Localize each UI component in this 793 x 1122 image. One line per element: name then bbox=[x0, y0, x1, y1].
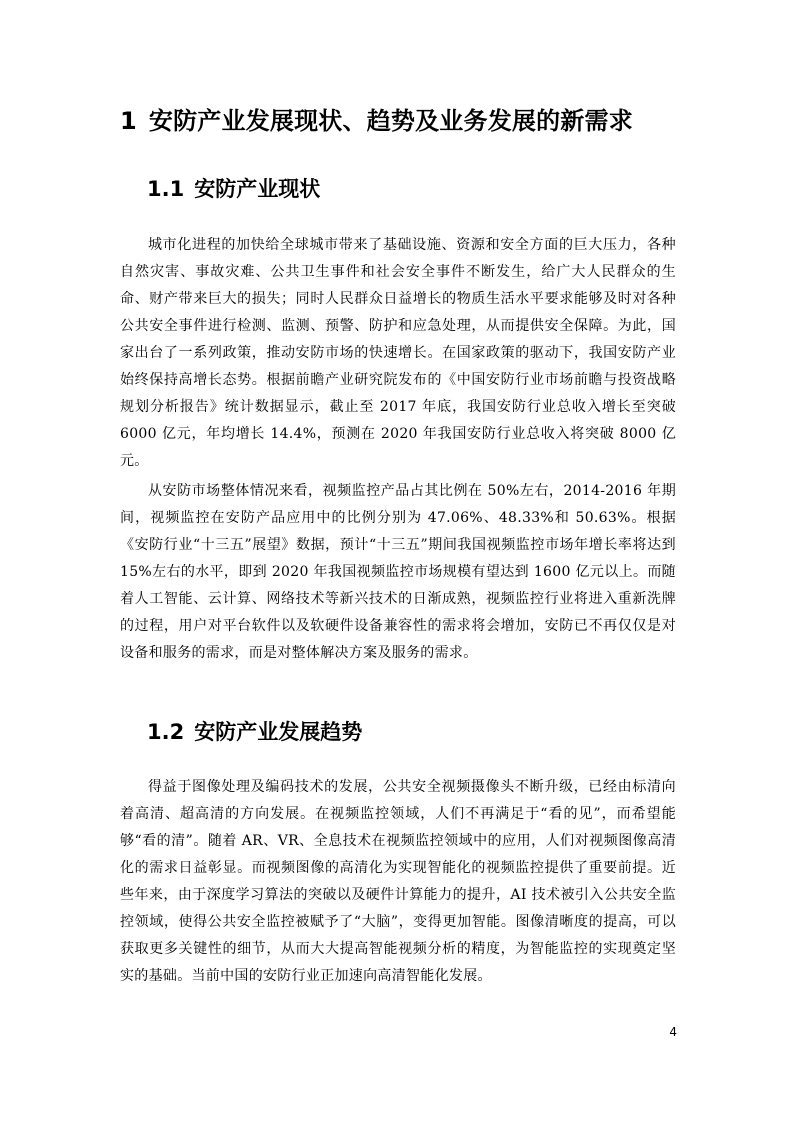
section-title: 安防产业现状 bbox=[194, 177, 321, 201]
section-heading-1-1 bbox=[147, 173, 320, 205]
section-number: 1.1 bbox=[147, 177, 185, 201]
chapter-number: 1 bbox=[120, 107, 137, 135]
body-paragraph: 城市化进程的加快给全球城市带来了基础设施、资源和安全方面的巨大压力，各种自然灾害、事故灾难、公共卫生事件和社会安全事件不断发生，给广大人民群众的生命、财产带来巨大的损失；同时人民群众日益增长的物质生活水平要求能够及时对各种公共安全事件进行检测、监测、预警、防护和应急处理，从而提供安全保障。为此，国家出台了一系列政策，推动安防市场的快速增长。在国家政策的驱动下，我国安防产业始终保持高增长态势。根据前瞻产业研究院发布的《中国安防行业市场前瞻与投资战略规划分析报告》统计数据显示，截止至 2017 年底，我国安防行业总收入增长至突破 6000 亿元，年均增长 14.4%，预测在 2020 年我国安防行业总收入将突破 8000 亿元。 bbox=[120, 237, 676, 469]
body-paragraph: 得益于图像处理及编码技术的发展，公共安全视频摄像头不断升级，已经由标清向着高清、超高清的方向发展。在视频监控领域，人们不再满足于“看的见”，而希望能够“看的清”。随着 AR、VR、全息技术在视频监控领域中的应用，人们对视频图像高清化的需求日益彰显。而视频图像的高清化为实现智能化的视频监控提供了重要前提。近些年来，由于深度学习算法的突破以及硬件计算能力的提升，AI 技术被引入公共安全监控领域，使得公共安全监控被赋予了“大脑”，变得更加智能。图像清晰度的提高，可以获取更多关键性的细节，从而大大提高智能视频分析的精度，为智能监控的实现奠定坚实的基础。当前中国的安防行业正加速向高清智能化发展。 bbox=[120, 779, 676, 984]
section-number: 1.2 bbox=[147, 720, 185, 744]
section-heading-1-2 bbox=[147, 716, 362, 748]
chapter-title: 安防产业发展现状、趋势及业务发展的新需求 bbox=[148, 107, 633, 135]
chapter-heading bbox=[120, 103, 633, 139]
page-number: 4 bbox=[669, 1025, 677, 1039]
body-paragraph: 从安防市场整体情况来看，视频监控产品占其比例在 50%左右，2014-2016 年期间，视频监控在安防产品应用中的比例分别为 47.06%、48.33%和 50.63%。根据《安防行业“十三五”展望》数据，预计“十三五”期间我国视频监控市场年增长率将达到 15%左右的水平，即到 2020 年我国视频监控市场规模有望达到 1600 亿元以上。而随着人工智能、云计算、网络技术等新兴技术的日渐成熟，视频监控行业将进入重新洗牌的过程，用户对平台软件以及软硬件设备兼容性的需求将会增加，安防已不再仅仅是对设备和服务的需求，而是对整体解决方案及服务的需求。 bbox=[120, 483, 676, 661]
section-title: 安防产业发展趋势 bbox=[194, 720, 363, 744]
